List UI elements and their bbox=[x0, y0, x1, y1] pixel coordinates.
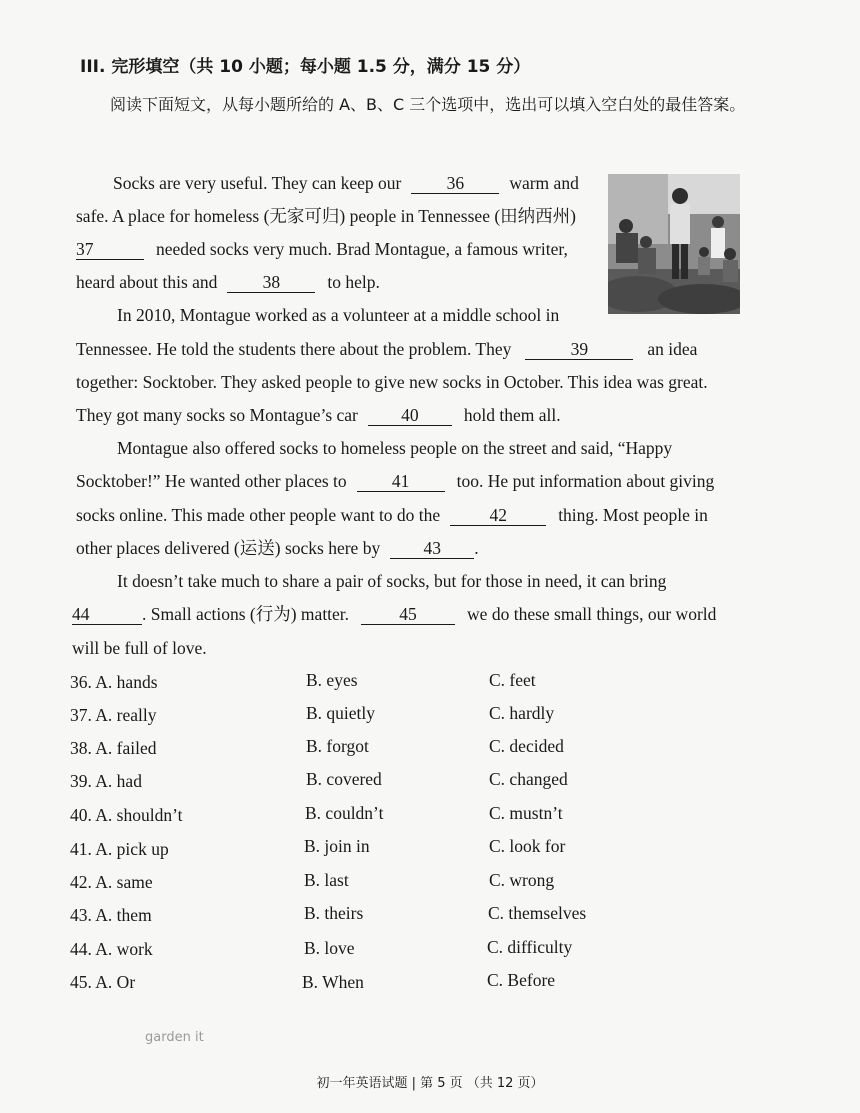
option-b: B. last bbox=[304, 870, 349, 890]
option-b: B. couldn’t bbox=[305, 803, 384, 823]
question-45-options bbox=[70, 970, 135, 994]
question-44-options bbox=[70, 937, 153, 961]
option-a: A. hands bbox=[95, 672, 158, 692]
q-num: 37. bbox=[70, 705, 92, 725]
q-num: 36. bbox=[70, 672, 92, 692]
passage-line-14 bbox=[72, 602, 716, 626]
blank-40: 40 bbox=[368, 405, 452, 426]
text: socks online. This made other people want to do the bbox=[76, 505, 441, 525]
passage-line-7: together: Socktober. They asked people to give new socks in October. This idea was great. bbox=[76, 372, 708, 392]
question-38-options bbox=[70, 736, 157, 760]
passage-line-3 bbox=[76, 237, 568, 261]
passage-line-10 bbox=[76, 469, 714, 493]
section-title: III. 完形填空（共 10 小题；每小题 1.5 分，满分 15 分） bbox=[80, 57, 531, 77]
option-a: A. shouldn’t bbox=[95, 805, 183, 825]
passage-line-9: Montague also offered socks to homeless people on the street and said, “Happy bbox=[117, 438, 673, 458]
text: . Small actions (行为) matter. bbox=[142, 604, 350, 624]
passage-line-11 bbox=[76, 503, 708, 527]
blank-37: 37 bbox=[76, 239, 144, 260]
blank-41: 41 bbox=[357, 471, 445, 492]
blank-39: 39 bbox=[525, 339, 633, 360]
text: we do these small things, our world bbox=[467, 604, 717, 624]
passage-line-15: will be full of love. bbox=[72, 638, 207, 658]
passage-line-1 bbox=[113, 171, 579, 195]
question-40-options bbox=[70, 803, 182, 827]
text: thing. Most people in bbox=[558, 505, 708, 525]
q-num: 44. bbox=[70, 939, 92, 959]
page-footer: 初一年英语试题 | 第 5 页 （共 12 页） bbox=[316, 1076, 544, 1091]
option-c: C. hardly bbox=[489, 703, 555, 723]
option-b: B. eyes bbox=[306, 670, 358, 690]
text: Socks are very useful. They can keep our bbox=[113, 173, 402, 193]
option-a: A. failed bbox=[95, 738, 157, 758]
q-num: 41. bbox=[70, 839, 92, 859]
section-instruction: 阅读下面短文，从每小题所给的 A、B、C 三个选项中，选出可以填入空白处的最佳答案。 bbox=[110, 95, 746, 114]
question-37-options bbox=[70, 703, 157, 727]
q-num: 43. bbox=[70, 905, 92, 925]
option-c: C. look for bbox=[489, 836, 566, 856]
passage-line-6 bbox=[76, 337, 697, 361]
option-c: C. Before bbox=[487, 970, 556, 990]
q-num: 39. bbox=[70, 771, 92, 791]
option-c: C. difficulty bbox=[487, 937, 573, 957]
text: to help. bbox=[327, 272, 380, 292]
option-c: C. mustn’t bbox=[489, 803, 563, 823]
option-a: A. had bbox=[95, 771, 142, 791]
blank-36: 36 bbox=[411, 173, 499, 194]
q-num: 45. bbox=[70, 972, 92, 992]
blank-42: 42 bbox=[450, 505, 546, 526]
option-b: B. join in bbox=[304, 836, 370, 856]
option-b: B. theirs bbox=[304, 903, 364, 923]
passage-line-13: It doesn’t take much to share a pair of socks, but for those in need, it can bring bbox=[117, 571, 667, 591]
text: Socktober!” He wanted other places to bbox=[76, 471, 347, 491]
option-a: A. pick up bbox=[95, 839, 169, 859]
option-b: B. covered bbox=[306, 769, 382, 789]
option-c: C. wrong bbox=[489, 870, 555, 890]
option-a: A. them bbox=[95, 905, 152, 925]
q-num: 42. bbox=[70, 872, 92, 892]
passage-line-8 bbox=[76, 403, 561, 427]
option-a: A. work bbox=[95, 939, 153, 959]
question-43-options bbox=[70, 903, 152, 927]
text: They got many socks so Montague’s car bbox=[76, 405, 358, 425]
blank-44: 44 bbox=[72, 604, 142, 625]
option-b: B. When bbox=[302, 972, 364, 992]
passage-line-4 bbox=[76, 270, 380, 294]
option-a: A. really bbox=[95, 705, 157, 725]
text: hold them all. bbox=[463, 405, 561, 425]
question-39-options bbox=[70, 769, 142, 793]
passage-line-12 bbox=[76, 536, 479, 560]
passage-line-5: In 2010, Montague worked as a volunteer at a middle school in bbox=[117, 305, 560, 325]
option-a: A. Or bbox=[95, 972, 136, 992]
faint-smudge-text: garden it bbox=[145, 1030, 204, 1045]
option-c: C. themselves bbox=[488, 903, 587, 923]
q-num: 38. bbox=[70, 738, 92, 758]
blank-43: 43 bbox=[390, 538, 474, 559]
passage-line-2: safe. A place for homeless (无家可归) people in Tennessee (田纳西州) bbox=[76, 206, 576, 226]
option-b: B. love bbox=[304, 938, 355, 958]
text: too. He put information about giving bbox=[456, 471, 715, 491]
option-b: B. forgot bbox=[306, 736, 369, 756]
question-41-options bbox=[70, 837, 169, 861]
blank-38: 38 bbox=[227, 272, 315, 293]
blank-45: 45 bbox=[361, 604, 455, 625]
option-c: C. feet bbox=[489, 670, 536, 690]
text: Tennessee. He told the students there about the problem. They bbox=[76, 339, 512, 359]
text: an idea bbox=[647, 339, 698, 359]
question-36-options bbox=[70, 670, 158, 694]
text: other places delivered (运送) socks here by bbox=[76, 538, 381, 558]
passage-photo bbox=[608, 174, 740, 314]
option-c: C. decided bbox=[489, 736, 564, 756]
q-num: 40. bbox=[70, 805, 92, 825]
option-c: C. changed bbox=[489, 769, 568, 789]
text: needed socks very much. Brad Montague, a famous writer, bbox=[156, 239, 568, 259]
option-a: A. same bbox=[95, 872, 153, 892]
question-42-options bbox=[70, 870, 153, 894]
text: . bbox=[474, 538, 479, 558]
option-b: B. quietly bbox=[306, 703, 376, 723]
text: heard about this and bbox=[76, 272, 218, 292]
text: warm and bbox=[509, 173, 579, 193]
